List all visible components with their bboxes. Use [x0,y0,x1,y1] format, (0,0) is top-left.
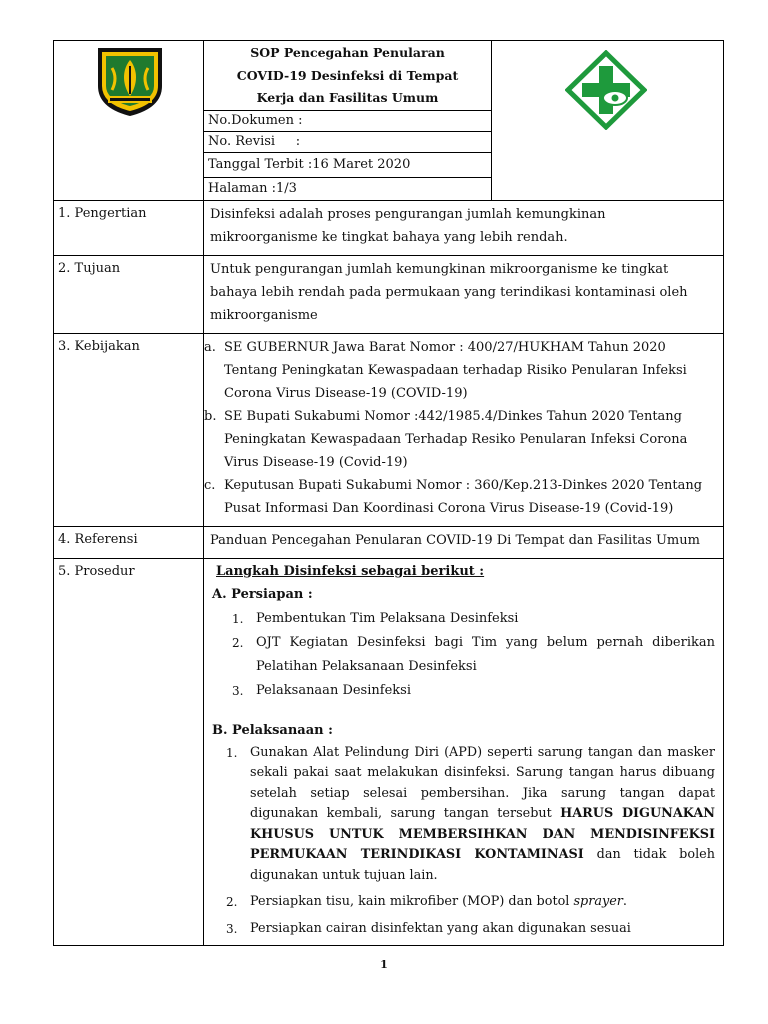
pelaksanaan-item [226,743,715,887]
prosedur-title: Langkah Disinfeksi sebagai berikut : [216,563,485,579]
persiapan-item [232,679,715,703]
body-tujuan: Untuk pengurangan jumlah kemungkinan mikroorganisme ke tingkat bahaya lebih rendah pada permukaan yang terindikasi kontaminasi oleh mikroorganisme [204,255,724,333]
persiapan-marker: 2. [232,635,244,650]
document-title [204,41,492,111]
kebijakan-item [204,474,717,520]
left-logo-cell [54,41,204,201]
kebijakan-text: Keputusan Bupati Sukabumi Nomor : 360/Kep.213-Dinkes 2020 Tentang Pusat Informasi Dan Koordinasi Corona Virus Disease-19 (Covid-19) [224,477,703,516]
pelaksanaan-heading: B. Pelaksanaan : [212,722,333,738]
body-pengertian: Disinfeksi adalah proses pengurangan jumlah kemungkinan mikroorganisme ke tingkat bahaya yang lebih rendah. [204,200,724,255]
apd-text-a: Gunakan Alat Pelindung Diri (APD) seperti sarung tangan dan masker sekali pakai saat melakukan disinfeksi. Sarung tangan harus dibuang setelah setiap selesai pembersihan. Jika sarung tangan dapat digunakan kembali, sarung tangan tersebut [250,744,715,821]
kebijakan-item [204,405,717,474]
persiapan-item [232,631,715,679]
tisu-text-b: . [622,894,627,909]
label-pengertian: 1. Pengertian [54,200,204,255]
pelaksanaan-text: Persiapkan cairan disinfektan yang akan digunakan sesuai [250,920,631,936]
pelaksanaan-marker: 3. [226,921,238,936]
body-prosedur [204,558,724,946]
label-kebijakan: 3. Kebijakan [54,333,204,526]
pelaksanaan-marker: 1. [226,745,238,760]
pelaksanaan-text [250,743,715,887]
persiapan-heading: A. Persiapan : [212,586,313,602]
apd-text-bold: HARUS DIGUNAKAN KHUSUS UNTUK MEMBERSIHKAN DAN MENDISINFEKSI PERMUKAAN TERINDIKASI KONTAMINASI [250,806,715,862]
meta-halaman: Halaman :1/3 [204,177,492,200]
meta-no-dokumen: No.Dokumen : [204,110,492,131]
persiapan-text: OJT Kegiatan Desinfeksi bagi Tim yang belum pernah diberikan Pelatihan Pelaksanaan Desinfeksi [256,634,715,674]
label-referensi: 4. Referensi [54,526,204,558]
title-line-1: SOP Pencegahan Penularan [250,45,445,60]
persiapan-marker: 1. [232,611,244,626]
regency-crest-logo [92,44,168,118]
spacer [212,703,715,719]
persiapan-item [232,607,715,631]
page-number: 1 [380,958,388,971]
label-prosedur: 5. Prosedur [54,558,204,946]
pelaksanaan-item [226,919,715,940]
kebijakan-text: SE Bupati Sukabumi Nomor :442/1985.4/Dinkes Tahun 2020 Tentang Peningkatan Kewaspadaan Terhadap Resiko Penularan Infeksi Corona Virus Disease-19 (Covid-19) [224,408,688,470]
pelaksanaan-text [250,892,715,913]
meta-no-revisi: No. Revisi : [204,131,492,152]
kebijakan-item [204,336,717,405]
persiapan-marker: 3. [232,683,244,698]
kebijakan-marker: b. [204,408,217,424]
sop-table [53,40,724,946]
body-referensi: Panduan Pencegahan Penularan COVID-19 Di Tempat dan Fasilitas Umum [204,526,724,558]
pelaksanaan-item [226,892,715,913]
label-tujuan: 2. Tujuan [54,255,204,333]
puskesmas-cross-logo [565,50,647,130]
kebijakan-marker: a. [204,339,216,355]
tisu-text-a: Persiapkan tisu, kain mikrofiber (MOP) dan botol [250,894,574,909]
title-line-2: COVID-19 Desinfeksi di Tempat [236,67,459,83]
persiapan-text: Pembentukan Tim Pelaksana Desinfeksi [256,610,519,626]
title-line-3: Kerja dan Fasilitas Umum [256,90,439,105]
right-logo-cell [492,41,724,201]
meta-tanggal-terbit: Tanggal Terbit :16 Maret 2020 [204,152,492,177]
body-kebijakan [204,333,724,526]
kebijakan-text: SE GUBERNUR Jawa Barat Nomor : 400/27/HUKHAM Tahun 2020 Tentang Peningkatan Kewaspadaan terhadap Risiko Penularan Infeksi Corona Virus Disease-19 (COVID-19) [224,339,687,401]
pelaksanaan-marker: 2. [226,895,238,909]
apd-text-b: dan tidak boleh digunakan untuk tujuan lain. [250,847,715,883]
persiapan-text: Pelaksanaan Desinfeksi [256,682,411,698]
kebijakan-marker: c. [204,477,216,493]
tisu-text-italic: sprayer [573,894,623,909]
